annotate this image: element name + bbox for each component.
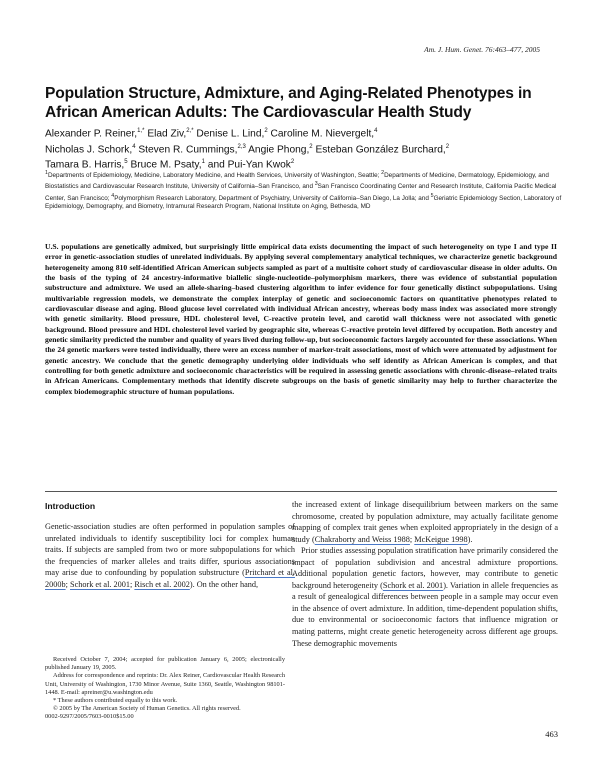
affiliations: $^1$Departments of Epidemiology, Medicine, Laboratory Medicine, and Health Services, University of Washington, Seattle; $^2$Departments of Medicine, Dermatology, Epidemiology, and Biostatistics and Cardiovascular Research Institute, University of California–San Francisco, and $^3$San Francisco Coordinating Center and Research Institute, California Pacific Medical Center, San Francisco; $^4$Polymorphism Research Laboratory, Department of Psychiatry, University of California–San Diego, La Jolla; and $^5$Geriatric Epidemiology Section, Laboratory of Epidemiology, Demography, and Biometry, Intramural Research Program, National Institute on Aging, Bethesda, MD <box>45 170 562 211</box>
author-affiliation-mark: 2 <box>309 143 313 150</box>
footnote-correspondence: Address for correspondence and reprints: Dr. Alex Reiner, Cardiovascular Health Research Unit, University of Washington, 1730 Minor Avenue, Suite 1360, Seattle, Washington 98101-1448. E-mail: apreiner@u.washington.edu <box>45 672 285 696</box>
footnote-received: Received October 7, 2004; accepted for publication January 6, 2005; electronically published January 19, 2005. <box>45 656 285 672</box>
citation-link[interactable]: Risch et al. 2002 <box>134 579 190 589</box>
citation-link[interactable]: McKeigue 1998 <box>414 534 468 544</box>
author-name: Nicholas J. Schork, <box>45 144 133 156</box>
section-heading-introduction: Introduction <box>45 501 96 511</box>
affiliation-1: Departments of Epidemiology, Medicine, Laboratory Medicine, and Health Services, University of Washington, Seattle; <box>47 172 382 180</box>
footnotes <box>45 656 285 722</box>
body-column-right <box>292 499 558 649</box>
intro-paragraph <box>45 521 295 590</box>
paragraph-text: ). On the other hand, <box>189 579 259 589</box>
author-affiliation-mark: 2,3 <box>237 143 246 150</box>
citation-separator: ; <box>130 579 135 589</box>
citation-link[interactable]: Schork et al. 2001 <box>69 579 131 589</box>
footnote-issn: 0002-9297/2005/7603-0010$15.00 <box>45 713 134 721</box>
author-name: Tamara B. Harris, <box>45 159 125 171</box>
author-affiliation-mark: 2 <box>290 159 295 166</box>
author-name: Denise L. Lind, <box>196 128 265 140</box>
author-affiliation-mark: 2 <box>445 143 450 150</box>
article-title: Population Structure, Admixture, and Aging-Related Phenotypes in African American Adults: The Cardiovascular Health Study <box>45 85 532 121</box>
author-affiliation-mark: 4 <box>374 128 378 134</box>
section-divider <box>45 491 557 492</box>
paragraph-text: ). <box>467 534 473 544</box>
citation-link[interactable]: Pritchard et al. 2000b <box>45 568 295 589</box>
author-name: Esteban González Burchard, <box>315 144 446 156</box>
author-affiliation-mark: 5 <box>124 159 128 166</box>
citation-separator: ; <box>65 579 70 589</box>
footnote-equal-contribution: * These authors contributed equally to this work. <box>53 697 178 705</box>
intro-paragraph <box>292 499 558 545</box>
intro-paragraph <box>292 545 558 649</box>
author-name: Bruce M. Psaty, <box>130 159 202 171</box>
author-name: Angie Phong, <box>248 144 310 156</box>
citation-separator: ; <box>409 534 415 544</box>
author-name: Steven R. Cummings, <box>138 144 238 156</box>
citation-link[interactable]: Chakraborty and Weiss 1988 <box>314 534 410 544</box>
citation-link[interactable]: Schork et al. 2001 <box>382 580 444 590</box>
affiliation-4: Polymorphism Research Laboratory, Department of Psychiatry, University of California–San Diego, La Jolla; and <box>114 195 431 203</box>
author-list <box>45 125 565 172</box>
paragraph-text: Prior studies assessing population stratification have primarily considered the impact of population subdivision and ancestral admixture proportions. Additional population genetic factors, however, may contribute to genetic background heterogeneity ( <box>292 546 558 590</box>
author-affiliation-mark: 1,* <box>137 128 145 134</box>
affiliation-3: San Francisco Coordinating Center and Research Institute, California Pacific Medical Center, San Francisco; <box>45 183 557 203</box>
author-affiliation-mark: 2 <box>264 128 268 134</box>
journal-reference: Am. J. Hum. Genet. 76:463–477, 2005 <box>424 45 540 54</box>
author-name: Caroline M. Nievergelt, <box>270 128 375 140</box>
author-name: Elad Ziv, <box>147 128 187 140</box>
author-affiliation-mark: 2,* <box>186 128 194 134</box>
body-column-left <box>45 521 295 590</box>
author-name: and Pui-Yan Kwok <box>207 159 291 171</box>
paragraph-text: Genetic-association studies are often performed in population samples of unrelated individuals to identify susceptibility loci for complex human traits. If subjects are sampled from two or more subpopulations for which the frequencies of marker alleles and traits differ, spurious associations may arise due to confounding by population substructure ( <box>45 522 295 578</box>
author-name: Alexander P. Reiner, <box>45 128 138 140</box>
author-affiliation-mark: 4 <box>132 143 136 150</box>
footnote-copyright: © 2005 by The American Society of Human Genetics. All rights reserved. <box>53 705 241 713</box>
page-number: 463 <box>545 729 558 739</box>
paragraph-text: ). Variation in allele frequencies as a result of genealogical differences between people in a sample may occur even in the absence of overt admixture. In addition, time-dependent population shifts, due to environmental or socioeconomic factors that influence migration or mating patterns, might create genetic heterogeneity across different age groups. These demographic movements <box>292 580 559 648</box>
affiliation-2: Departments of Medicine, Dermatology, Epidemiology, and Biostatistics and Cardiovascular Research Institute, University of California–San Francisco, and <box>45 172 549 191</box>
abstract: U.S. populations are genetically admixed, but surprisingly little empirical data exists documenting the impact of such heterogeneity on type I and type II error in genetic-association studies of unrelated individuals. By applying several complementary analytical techniques, we characterize genetic background heterogeneity among 810 self-identified African American subjects sampled as part of a multisite cohort study of cardiovascular disease in older adults. On the basis of the typing of 24 ancestry-informative biallelic single-nucleotide–polymorphism markers, there was evidence of substantial population substructure and admixture. We used an allele-sharing–based clustering algorithm to infer evidence for four genetically distinct subpopulations. Using multivariable regression models, we demonstrate the complex interplay of genetic and socioeconomic factors on quantitative phenotypes related to cardiovascular disease and aging. Blood glucose level correlated with individual African ancestry, whereas body mass index was associated more strongly with genetic similarity. Blood pressure, HDL cholesterol level, C-reactive protein level, and carotid wall thickness were not associated with genetic background. Blood pressure and HDL cholesterol level varied by geographic site, whereas C-reactive protein level differed by occupation. Both ancestry and genetic similarity predicted the number and quality of years lived during follow-up, but socioeconomic factors largely accounted for these associations. When the 24 genetic markers were tested individually, there were an excess number of marker-trait associations, most of which were attenuated by adjustment for genetic ancestry. We conclude that the genetic demography underlying older individuals who self identify as African American is complex, and that controlling for both genetic admixture and socioeconomic characteristics will be required in assessing genetic associations with chronic-disease–related traits in African Americans. Complementary methods that identify discrete subgroups on the basis of genetic similarity may help to further characterize the complex biodemographic structure of human populations. <box>45 242 557 396</box>
affiliation-5: Geriatric Epidemiology Section, Laboratory of Epidemiology, Demography, and Biometry, Intramural Research Program, National Institute on Aging, Bethesda, MD <box>45 195 562 211</box>
paragraph-text: the increased extent of linkage disequilibrium between markers on the same chromosome, created by population admixture, may actually facilitate genome mapping of complex trait genes when exploited appropriately in the design of a study ( <box>292 500 558 544</box>
author-affiliation-mark: 1 <box>201 159 205 166</box>
